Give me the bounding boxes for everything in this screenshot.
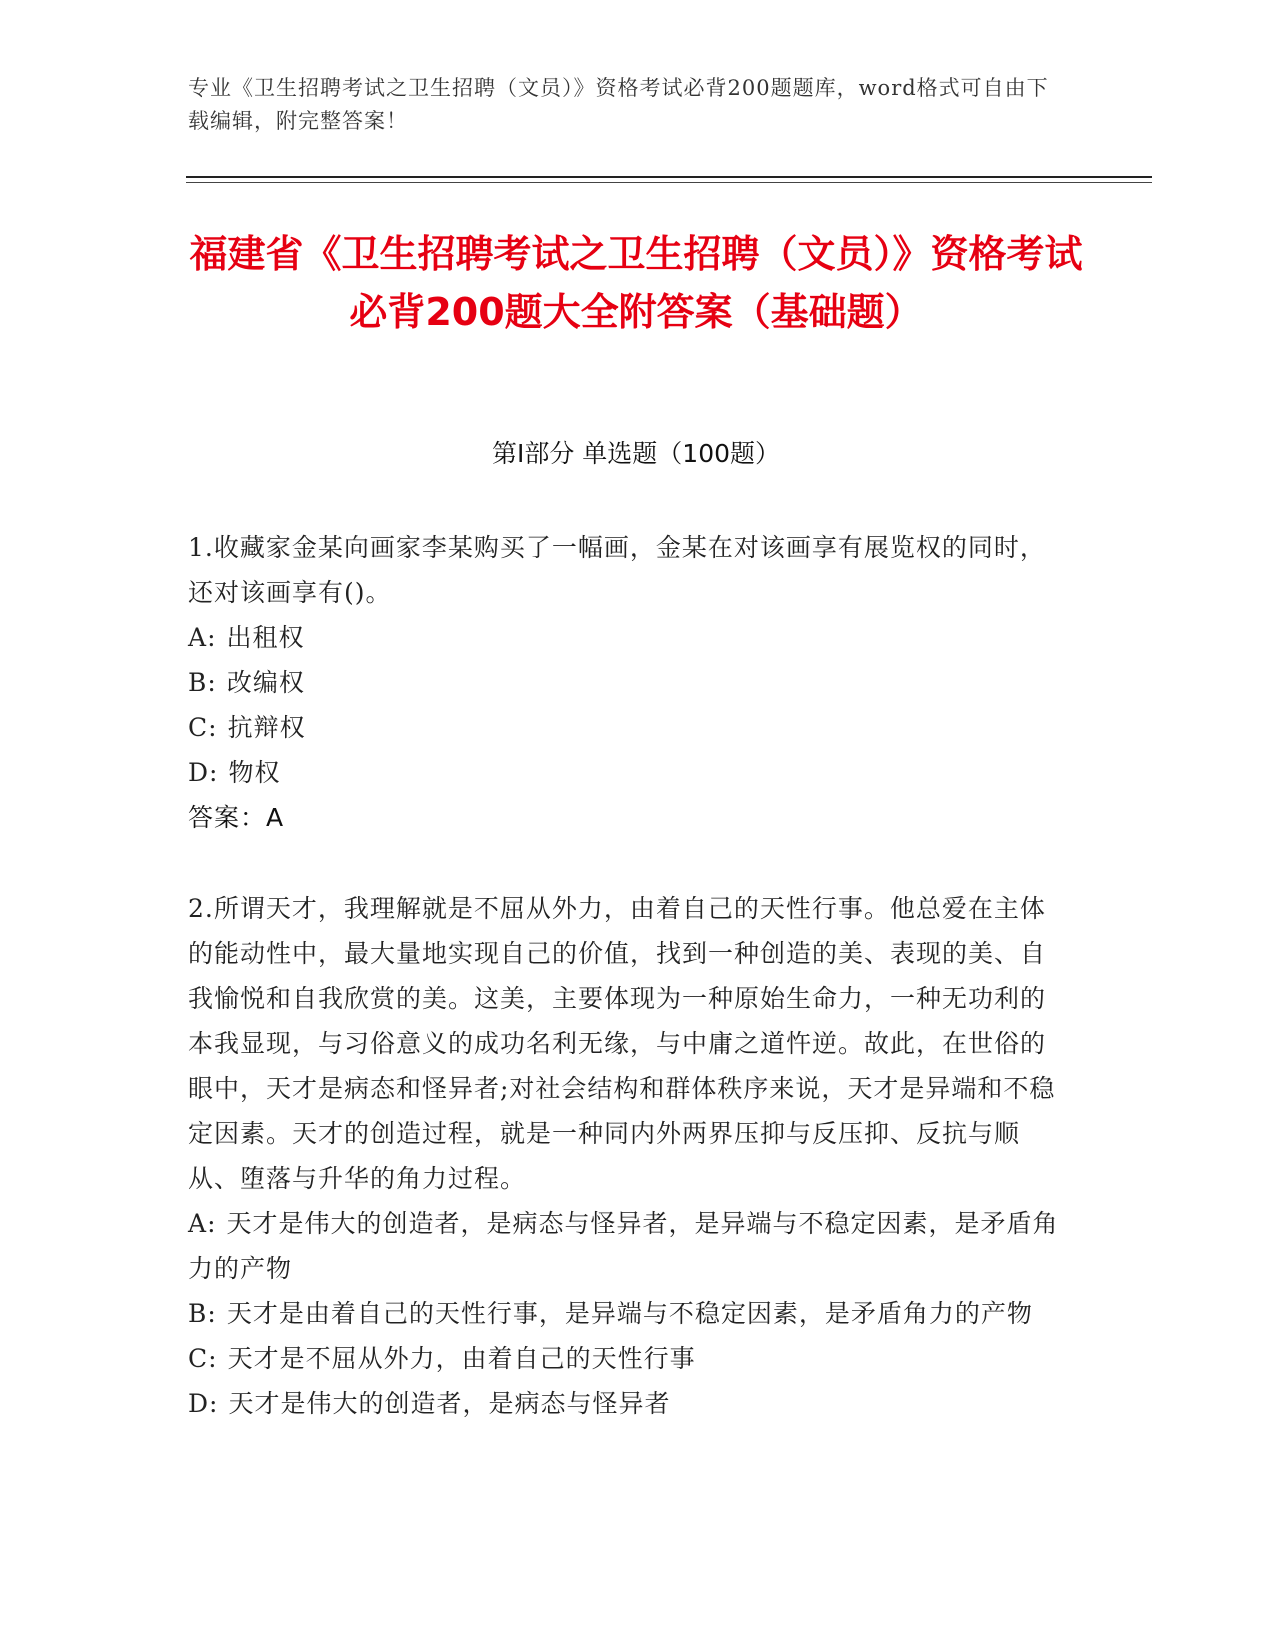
question-2 <box>188 886 1068 1426</box>
option-text: 天才是伟大的创造者，是病态与怪异者，是异端与不稳定因素，是矛盾角力的产物 <box>188 1209 1059 1283</box>
header-divider-thin <box>186 182 1152 183</box>
option-separator: : <box>207 1299 217 1328</box>
header-divider-thick <box>186 176 1152 178</box>
option-separator: : <box>207 668 217 697</box>
option-separator: : <box>208 713 218 742</box>
option-text: 出租权 <box>226 623 305 652</box>
section-title: 第Ⅰ部分 单选题（100题） <box>491 439 781 468</box>
header-note: 专业《卫生招聘考试之卫生招聘（文员）》资格考试必背200题题库，word格式可自由下载编辑，附完整答案！ <box>188 76 1049 133</box>
option-separator: : <box>208 1344 218 1373</box>
question-1 <box>188 525 1068 840</box>
option-separator: : <box>209 1389 219 1418</box>
document-title: 福建省《卫生招聘考试之卫生招聘（文员）》资格考试必背200题大全附答案（基础题） <box>189 232 1083 334</box>
option-key: B <box>188 668 208 697</box>
option-key: C <box>188 713 209 742</box>
question-option-d <box>188 750 1068 795</box>
question-answer: 答案：A <box>188 803 285 832</box>
question-stem: 1.收藏家金某向画家李某购买了一幅画，金某在对该画享有展览权的同时，还对该画享有()。 <box>188 533 1046 607</box>
option-key: A <box>188 1209 208 1238</box>
question-list <box>188 525 1068 1426</box>
option-text: 天才是不屈从外力，由着自己的天性行事 <box>227 1344 696 1373</box>
question-option-c <box>188 705 1068 750</box>
option-text: 天才是由着自己的天性行事，是异端与不稳定因素，是矛盾角力的产物 <box>226 1299 1033 1328</box>
option-key: A <box>188 623 208 652</box>
question-option-d <box>188 1381 1068 1426</box>
option-text: 改编权 <box>226 668 305 697</box>
question-option-a <box>188 615 1068 660</box>
option-key: D <box>188 1389 210 1418</box>
question-option-b <box>188 660 1068 705</box>
option-key: C <box>188 1344 209 1373</box>
option-text: 物权 <box>228 758 281 787</box>
option-key: D <box>188 758 210 787</box>
option-text: 抗辩权 <box>227 713 306 742</box>
option-key: B <box>188 1299 208 1328</box>
option-separator: : <box>207 623 217 652</box>
question-option-b <box>188 1291 1068 1336</box>
option-separator: : <box>209 758 219 787</box>
question-option-a <box>188 1201 1068 1291</box>
question-option-c <box>188 1336 1068 1381</box>
option-text: 天才是伟大的创造者，是病态与怪异者 <box>228 1389 671 1418</box>
question-stem: 2.所谓天才，我理解就是不屈从外力，由着自己的天性行事。他总爱在主体的能动性中，最大量地实现自己的价值，找到一种创造的美、表现的美、自我愉悦和自我欣赏的美。这美，主要体现为一种原始生命力，一种无功利的本我显现，与习俗意义的成功名利无缘，与中庸之道忤逆。故此，在世俗的眼中，天才是病态和怪异者;对社会结构和群体秩序来说，天才是异端和不稳定因素。天才的创造过程，就是一种同内外两界压抑与反压抑、反抗与顺从、堕落与升华的角力过程。 <box>188 894 1056 1193</box>
option-separator: : <box>207 1209 217 1238</box>
